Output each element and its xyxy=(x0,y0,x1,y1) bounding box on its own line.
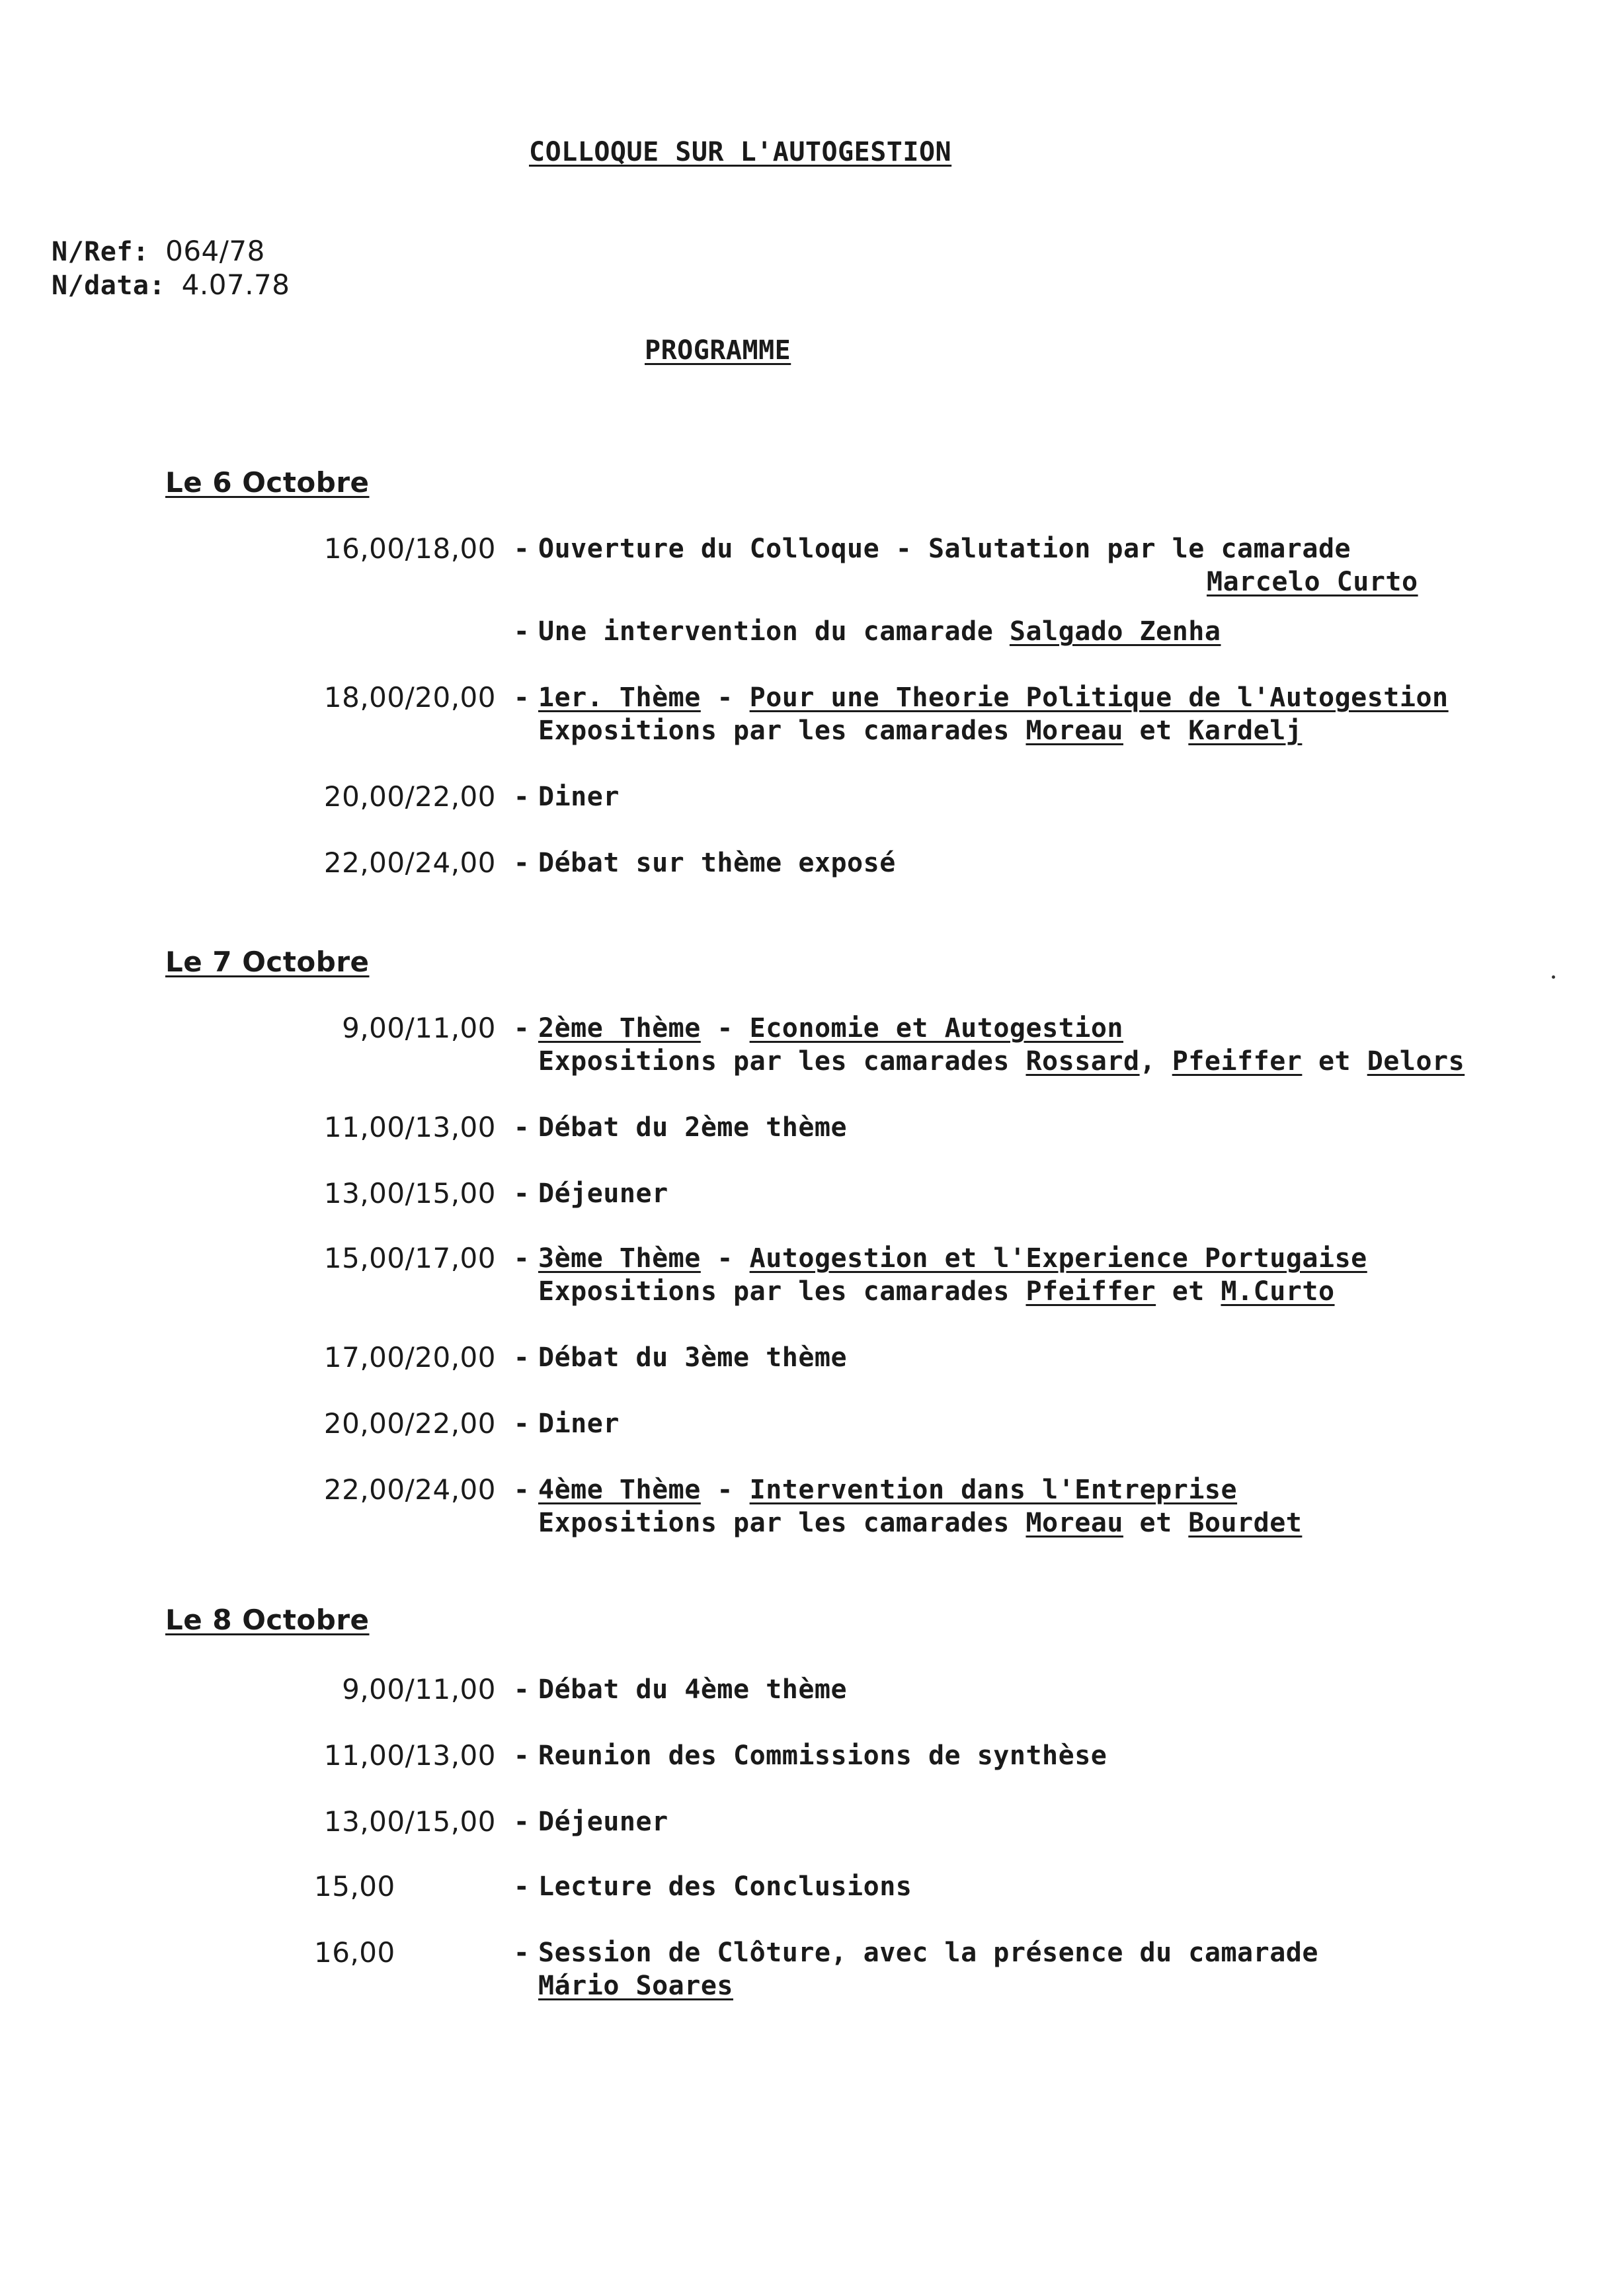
entry-time: 16,00 xyxy=(314,1936,395,1969)
entry-dash: - xyxy=(513,1741,530,1771)
schedule-entry xyxy=(264,1111,847,1144)
schedule-entry xyxy=(264,681,1449,747)
schedule-entry xyxy=(264,780,620,813)
entry-time xyxy=(264,615,496,648)
entry-dash: - xyxy=(513,1342,530,1373)
schedule-entry xyxy=(264,1242,1367,1308)
entry-text: Déjeuner xyxy=(538,1178,668,1209)
entry-time: 11,00/13,00 xyxy=(323,1111,496,1143)
entry-dash: - xyxy=(513,848,530,878)
expositions-line: Expositions par les camarades Pfeiffer et M.Curto xyxy=(538,1276,1335,1307)
entry-dash: - xyxy=(513,1243,530,1274)
schedule-entry xyxy=(264,1473,1302,1539)
entry-dash: - xyxy=(513,534,530,564)
entry-text: Débat du 2ème thème xyxy=(538,1112,848,1143)
entry-dash: - xyxy=(513,1938,530,1968)
expositions-line: Expositions par les camarades Rossard, Pfeiffer et Delors xyxy=(538,1046,1465,1077)
speaker-name: Bourdet xyxy=(1188,1508,1303,1538)
reference-line xyxy=(52,235,290,268)
theme-number: 2ème Thème xyxy=(538,1013,701,1044)
entry-time: 16,00/18,00 xyxy=(323,532,496,565)
expositions-line: Expositions par les camarades Moreau et Bourdet xyxy=(538,1508,1303,1538)
speaker-name: Delors xyxy=(1367,1046,1465,1077)
entry-time: 11,00/13,00 xyxy=(323,1739,496,1772)
entry-text: Débat du 3ème thème xyxy=(538,1342,848,1373)
entry-time: 15,00 xyxy=(314,1870,395,1903)
entry-time: 9,00/11,00 xyxy=(342,1673,496,1705)
schedule-entry xyxy=(264,1341,847,1374)
speaker-name: M.Curto xyxy=(1221,1276,1335,1307)
entry-time: 13,00/15,00 xyxy=(323,1177,496,1210)
entry-text: Diner xyxy=(538,782,620,812)
speaker-name: Moreau xyxy=(1025,1508,1123,1538)
theme-number: 1er. Thème xyxy=(538,682,701,713)
entry-dash: - xyxy=(513,682,530,713)
theme-number: 4ème Thème xyxy=(538,1475,701,1505)
schedule-entry xyxy=(264,615,1221,648)
expositions-line: Expositions par les camarades Moreau et Kardelj xyxy=(538,716,1303,746)
schedule-entry xyxy=(264,1739,1107,1772)
date-value: 4.07.78 xyxy=(181,268,290,301)
entry-dash: - xyxy=(513,616,530,647)
theme-title: Intervention dans l'Entreprise xyxy=(749,1475,1238,1505)
entry-dash: - xyxy=(513,1013,530,1044)
schedule-entry xyxy=(264,846,896,880)
entry-dash: - xyxy=(513,1112,530,1143)
theme-line: 1er. Thème - Pour une Theorie Politique de l'Autogestion xyxy=(538,682,1449,713)
schedule-entry xyxy=(264,1177,668,1210)
day-heading-7-octobre: Le 7 Octobre xyxy=(165,946,370,978)
schedule-entry xyxy=(264,1407,620,1440)
theme-title: Economie et Autogestion xyxy=(749,1013,1123,1044)
paper-speck xyxy=(1552,975,1555,979)
entry-dash: - xyxy=(513,1674,530,1705)
entry-text: Diner xyxy=(538,1409,620,1439)
entry-text: Ouverture du Colloque - Salutation par le camarade xyxy=(538,534,1351,564)
entry-text: Débat du 4ème thème xyxy=(538,1674,848,1705)
entry-time: 20,00/22,00 xyxy=(323,780,496,813)
theme-title: Autogestion et l'Experience Portugaise xyxy=(749,1243,1367,1274)
speaker-name: Kardelj xyxy=(1188,716,1303,746)
reference-value: 064/78 xyxy=(165,235,265,267)
entry-time: 22,00/24,00 xyxy=(323,846,496,879)
entry-time: 18,00/20,00 xyxy=(323,681,496,714)
reference-block xyxy=(52,235,290,302)
schedule-entry xyxy=(264,1870,912,1903)
speaker-name: Pfeiffer xyxy=(1172,1046,1303,1077)
document-title: COLLOQUE SUR L'AUTOGESTION xyxy=(529,137,952,167)
programme-title: PROGRAMME xyxy=(645,335,791,366)
entry-dash: - xyxy=(513,782,530,812)
speaker-name: Rossard xyxy=(1025,1046,1140,1077)
speaker-name: Marcelo Curto xyxy=(1207,567,1418,597)
entry-text: Reunion des Commissions de synthèse xyxy=(538,1741,1107,1771)
schedule-entry xyxy=(264,1012,1465,1078)
date-line xyxy=(52,268,290,302)
entry-text: Déjeuner xyxy=(538,1807,668,1837)
entry-time: 13,00/15,00 xyxy=(323,1805,496,1838)
theme-line: 2ème Thème - Economie et Autogestion xyxy=(538,1013,1123,1044)
schedule-entry xyxy=(264,532,1418,598)
entry-dash: - xyxy=(513,1178,530,1209)
speaker-name: Moreau xyxy=(1025,716,1123,746)
day-heading-8-octobre: Le 8 Octobre xyxy=(165,1604,370,1636)
entry-time: 20,00/22,00 xyxy=(323,1407,496,1440)
entry-dash: - xyxy=(513,1807,530,1837)
entry-text: Lecture des Conclusions xyxy=(538,1871,912,1902)
date-label: N/data: xyxy=(52,270,166,301)
speaker-name: Mário Soares xyxy=(538,1971,733,2001)
entry-dash: - xyxy=(513,1871,530,1902)
speaker-name: Pfeiffer xyxy=(1025,1276,1156,1307)
theme-number: 3ème Thème xyxy=(538,1243,701,1274)
schedule-entry xyxy=(264,1805,668,1838)
speaker-name: Salgado Zenha xyxy=(1009,616,1221,647)
entry-time: 17,00/20,00 xyxy=(323,1341,496,1374)
entry-text: Session de Clôture, avec la présence du camarade xyxy=(538,1938,1318,1968)
schedule-entry xyxy=(264,1936,1318,2002)
entry-dash: - xyxy=(513,1409,530,1439)
theme-line: 3ème Thème - Autogestion et l'Experience Portugaise xyxy=(538,1243,1367,1274)
theme-title: Pour une Theorie Politique de l'Autogestion xyxy=(749,682,1449,713)
entry-time: 15,00/17,00 xyxy=(323,1242,496,1274)
entry-text: Une intervention du camarade Salgado Zenha xyxy=(538,616,1221,647)
reference-label: N/Ref: xyxy=(52,237,149,267)
entry-text: Débat sur thème exposé xyxy=(538,848,896,878)
entry-time: 22,00/24,00 xyxy=(323,1473,496,1506)
entry-time: 9,00/11,00 xyxy=(342,1012,496,1044)
schedule-entry xyxy=(264,1673,847,1706)
day-heading-6-octobre: Le 6 Octobre xyxy=(165,466,370,499)
theme-line: 4ème Thème - Intervention dans l'Entreprise xyxy=(538,1475,1238,1505)
entry-dash: - xyxy=(513,1475,530,1505)
